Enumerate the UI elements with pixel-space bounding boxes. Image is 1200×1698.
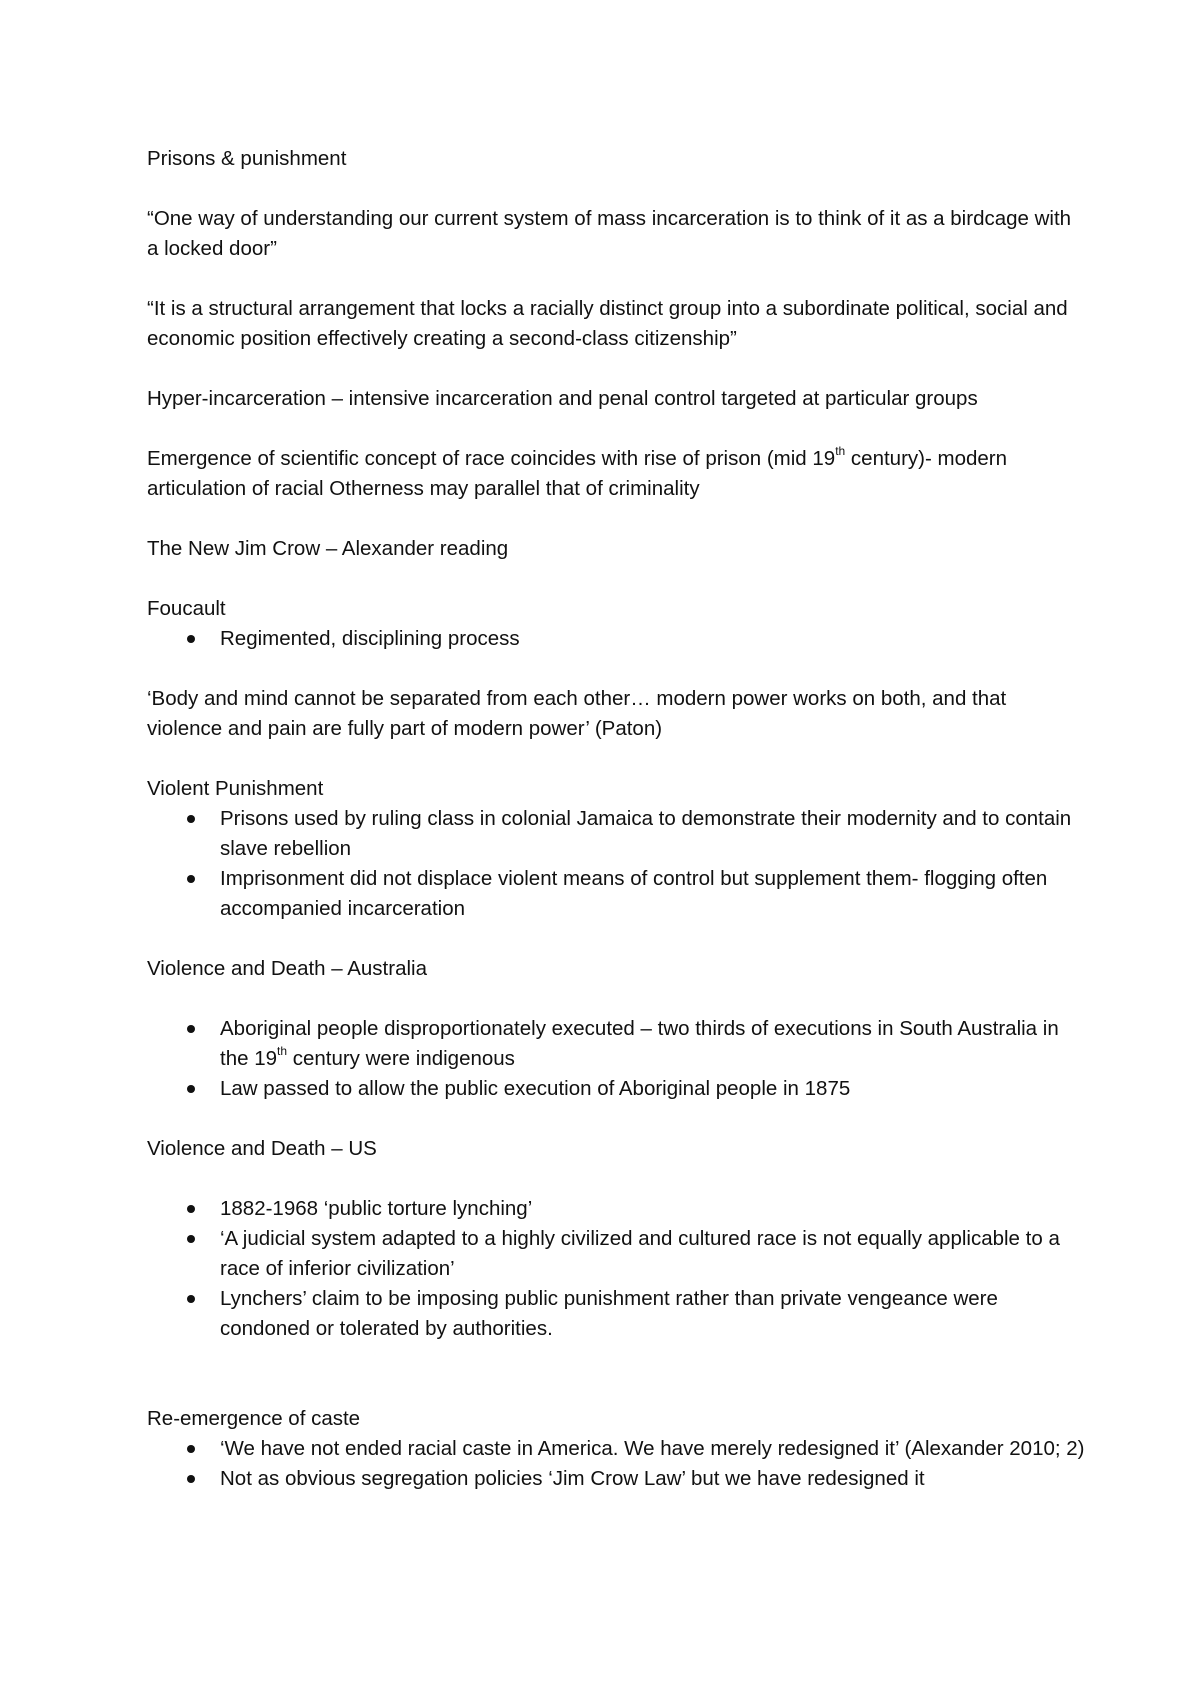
list-item (147, 1434, 1087, 1464)
bullet-icon (187, 1475, 195, 1483)
bullet-icon (187, 635, 195, 643)
bullet-icon (187, 1025, 195, 1033)
bullet-icon (187, 1445, 195, 1453)
document-title: Prisons & punishment (147, 147, 347, 170)
list-item-text-part1: Aboriginal people disproportionately executed – two thirds of executions in South Australia in the 19 (220, 1017, 1059, 1070)
list-item (147, 1224, 1087, 1284)
us-list (147, 1194, 1087, 1344)
list-item (147, 804, 1087, 864)
list-item-text: ‘A judicial system adapted to a highly civilized and cultured race is not equally applicable to a race of inferior civilization’ (220, 1227, 1060, 1280)
list-item-superscript: th (277, 1044, 288, 1059)
list-item-text: ‘We have not ended racial caste in America. We have merely redesigned it’ (Alexander 2010; 2) (220, 1437, 1085, 1460)
bullet-icon (187, 1085, 195, 1093)
document-page (147, 144, 1087, 1524)
us-heading: Violence and Death – US (147, 1137, 377, 1160)
list-item-text: Law passed to allow the public execution of Aboriginal people in 1875 (220, 1077, 851, 1100)
list-item-text: Lynchers’ claim to be imposing public punishment rather than private vengeance were condoned or tolerated by authorities. (220, 1287, 998, 1340)
paton-quote: ‘Body and mind cannot be separated from each other… modern power works on both, and that violence and pain are fully part of modern power’ (Paton) (147, 687, 1007, 740)
list-item (147, 624, 1087, 654)
emergence-text-part2: century)- modern articulation of racial Otherness may parallel that of criminality (147, 447, 1007, 500)
list-item (147, 864, 1087, 924)
list-item-text-part2: century were indigenous (287, 1047, 515, 1070)
caste-heading: Re-emergence of caste (147, 1407, 361, 1430)
emergence-text-part1: Emergence of scientific concept of race coincides with rise of prison (mid 19 (147, 447, 836, 470)
quote-birdcage: “One way of understanding our current system of mass incarceration is to think of it as a birdcage with a locked door” (147, 207, 1072, 260)
foucault-list (147, 624, 1087, 654)
bullet-icon (187, 875, 195, 883)
list-item (147, 1284, 1087, 1344)
quote-structural-arrangement: “It is a structural arrangement that locks a racially distinct group into a subordinate political, social and economic position effectively creating a second-class citizenship” (147, 297, 1068, 350)
list-item (147, 1074, 1087, 1104)
new-jim-crow-line: The New Jim Crow – Alexander reading (147, 537, 509, 560)
list-item (147, 1194, 1087, 1224)
bullet-icon (187, 815, 195, 823)
emergence-paragraph (147, 444, 1087, 504)
hyper-incarceration-definition: Hyper-incarceration – intensive incarceration and penal control targeted at particular groups (147, 387, 978, 410)
bullet-icon (187, 1235, 195, 1243)
list-item-text: Not as obvious segregation policies ‘Jim Crow Law’ but we have redesigned it (220, 1467, 925, 1490)
violent-punishment-heading: Violent Punishment (147, 777, 324, 800)
list-item-text: 1882-1968 ‘public torture lynching’ (220, 1197, 533, 1220)
emergence-superscript: th (835, 444, 846, 459)
list-item (147, 1014, 1087, 1074)
violent-punishment-list (147, 804, 1087, 924)
foucault-heading: Foucault (147, 597, 226, 620)
list-item-text: Prisons used by ruling class in colonial Jamaica to demonstrate their modernity and to contain slave rebellion (220, 807, 1072, 860)
bullet-icon (187, 1295, 195, 1303)
caste-list (147, 1434, 1087, 1494)
list-item-text: Imprisonment did not displace violent means of control but supplement them- flogging often accompanied incarceration (220, 867, 1048, 920)
list-item (147, 1464, 1087, 1494)
australia-list (147, 1014, 1087, 1104)
bullet-icon (187, 1205, 195, 1213)
australia-heading: Violence and Death – Australia (147, 957, 427, 980)
list-item-text: Regimented, disciplining process (220, 627, 520, 650)
